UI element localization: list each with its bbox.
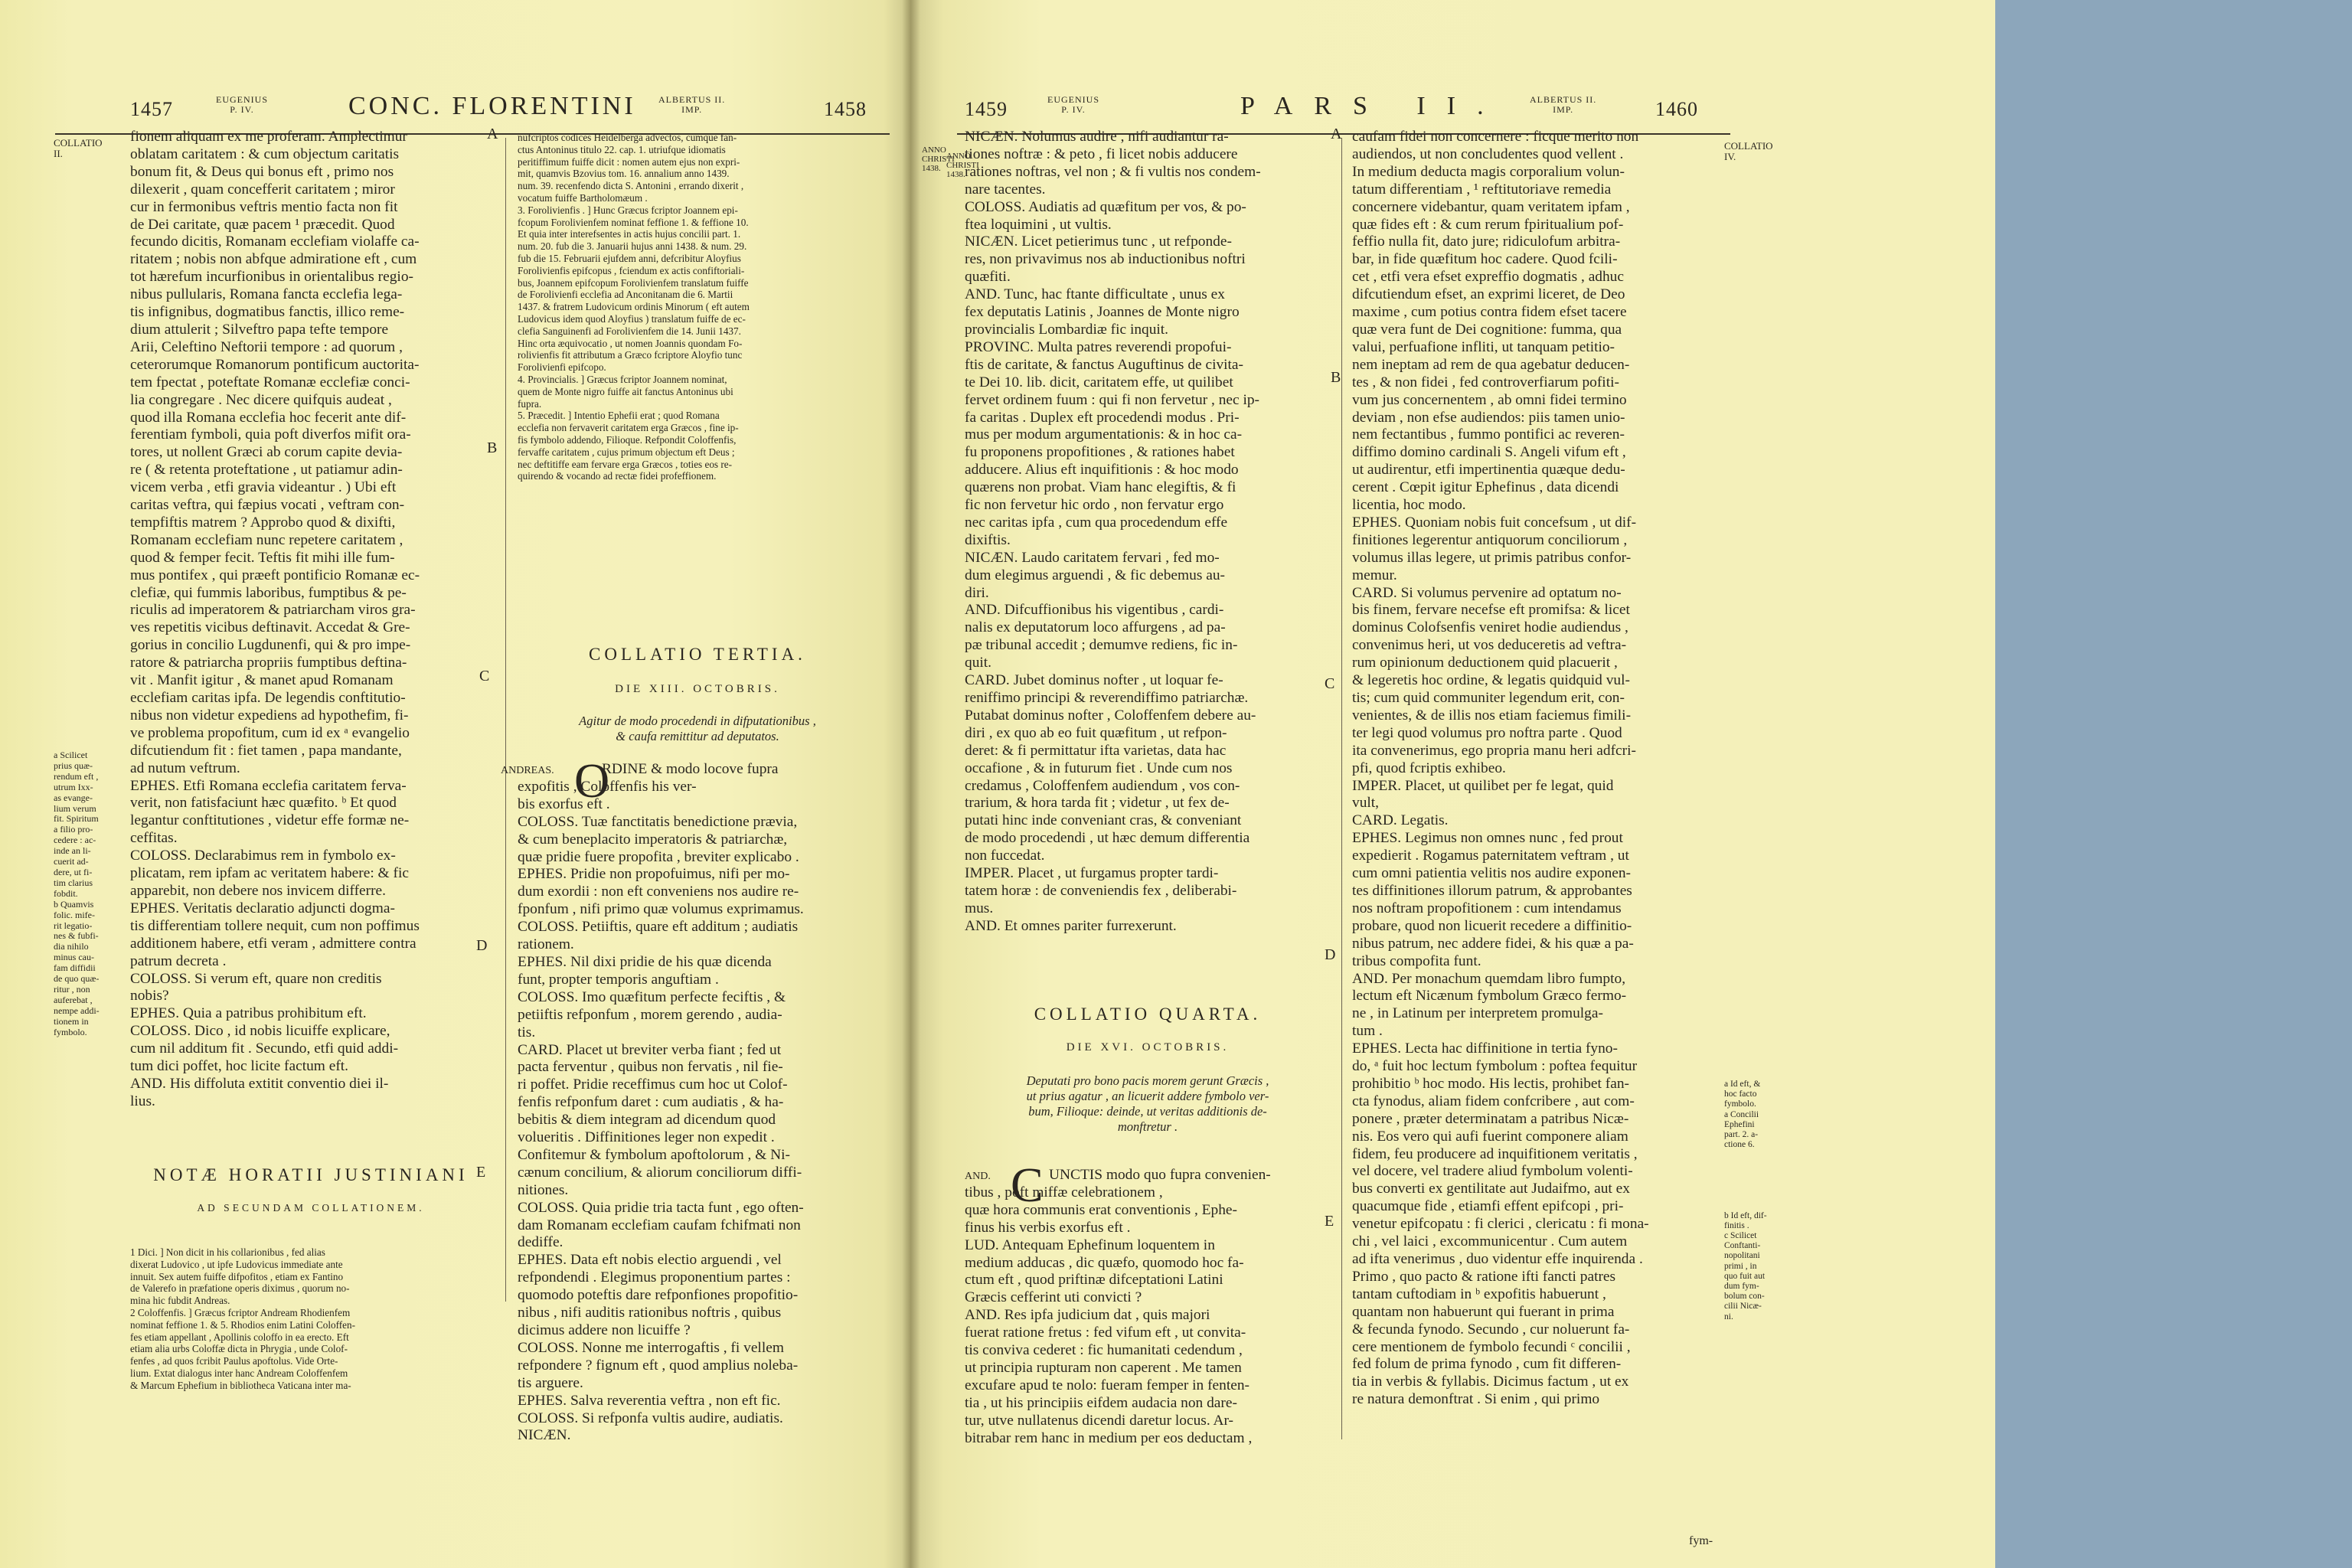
- section-letter-e: E: [1325, 1213, 1334, 1230]
- running-head-pope: EUGENIUS P. IV.: [1047, 94, 1099, 115]
- page-number-right: 1458: [824, 98, 867, 120]
- margin-collatio-iv: COLLATIO IV.: [1724, 140, 1773, 163]
- left-column-text: fionem aliquam ex me proferam. Amplectimur oblatam caritatem : & cum objectum caritatis bonum fit, & Deus qui bonus eft , primo nos dilexerit , quam concefferit caritatem ; miror cur in fermonibus veftris mentio facta non fit de Dei caritate, quæ pacem ¹ præcedit. Quod fecundo dicitis, Romanam ecclefiam violaffe ca- ritatem ; nobis non abfque admiratione eft , cum tot hærefum incurfionibus in orientalibus regio- nibus pullularis, Romana fancta ecclefia lega- tis infignibus, dogmatibus fanctis, illico reme- dium attulerit ; Silveftro papa tefte tempore Arii, Celeftino Neftorii tempore : ad quorum , ceterorumque Romanorum pontificum auctorita- tem fpectat , poteftate Romanæ ecclefiæ conci- lia congregare . Nec dicere quifquis audeat , quod illa Romana ecclefia hoc fecerit ante dif- ferentiam fymboli, quia poft diverfos mifit ora- tores, ut nollent Græci ab corum capite devia- re ( & retenta proteftatione , ut patiamur adin- vicem verba , etfi gravia videantur . ) Ubi eft caritas veftra, qui fæpius vocati , veftram con- tempfiftis matrem ? Approbo quod & dixifti, Romanam ecclefiam nunc repetere caritatem , quod & femper fecit. Teftis fit mihi ille fum- mus pontifex , qui præeft pontificio Romanæ ec- clefiæ, qui fummis laboribus, fumptibus & pe- riculis ad imperatorem & patriarcham viros gra- ves repetitis vicibus deftinavit. Accedat & Gre- gorius in concilio Lugdunenfi, qui & pro impe- ratore & patriarcha propriis fumptibus deftina- vit . Manfit igitur , & manet apud Romanam ecclefiam caritas ipfa. De legendis conftitutio- nibus non videtur expediens ad hypothefim, fi- ve problema propofitum, cum id ex ᵃ evangelio difcutiendum fit : fiet tamen , papa mandante, ad nutum veftrum. EPHES. Etfi Romana ecclefia caritatem ferva- verit, non fatisfaciunt hæc quæfito. ᵇ Et quod legantur conftitutiones , videtur effe formæ ne- ceffitas. COLOSS. Declarabimus rem in fymbolo ex- plicatam, rem ipfam ac veritatem habere: & fic apparebit, non debere nos invicem differre. EPHES. Veritatis declaratio adjuncti dogma- tis differentiam tollere nequit, cum non poffimus additionem habere, etfi veram , admittere contra patrum decreta . COLOSS. Si verum eft, quare non creditis nobis? EPHES. Quia a patribus prohibitum eft. COLOSS. Dico , id nobis licuiffe explicare, cum nil additum fit . Secundo, etfi quid addi- tum dici poffet, hoc licite factum eft. AND. His diffoluta extitit conventio diei il- lius.: [130, 129, 420, 1109]
- page-number: 1457: [130, 98, 173, 120]
- running-head-emperor: ALBERTUS II. IMP.: [1530, 94, 1597, 115]
- book-gutter: [902, 0, 920, 1568]
- margin-notes-right: a Id eft, & hoc facto fymbolo. a Concilii Ephefini part. 2. a- ctione 6. b Id eft, dif- finitis . c Scilicet Conftanti- nopolitani primi , in quo fuit aut dum fym- bolum con- cilii Nicæ- ni.: [1724, 1080, 1767, 1321]
- running-head-emperor: ALBERTUS II. IMP.: [658, 94, 726, 115]
- section-letter-d: D: [476, 937, 488, 954]
- notes-heading: NOTÆ HORATII JUSTINIANI: [153, 1165, 469, 1184]
- section-letter-c: C: [479, 668, 490, 684]
- scan-background: [1995, 0, 2352, 1568]
- collatio-quarta-heading: COLLATIO QUARTA.: [1034, 1004, 1262, 1024]
- collatio-quarta-summary: Deputati pro bono pacis morem gerunt Græcis , ut prius agatur , an licuerit addere fymbolo ver- bum, Filioque: deinde, ut veritas additionis de- monftretur .: [1026, 1073, 1269, 1134]
- column-divider: [1341, 138, 1342, 1439]
- page-number-right: 1460: [1655, 98, 1698, 120]
- right-column-2-text: caufam fidei non concernere : ficque merito non audiendos, ut non concludentes quod vellent . In medium deducta magis corporalium volun- tatum differentiam , ¹ reftitutoriave remedia concernere videbantur, quam veritatem ipfam , quæ fides eft : & cum rerum fpiritualium pof- feffio nulla fit, dato jure; ridiculofum arbitra- bar, in fide quæfitum hoc cadere. Quod fcili- cet , etfi vera efset expreffio dogmatis , adhuc difcutiendum efset, an exprimi liceret, de Deo maxime , cum potius contra fidem efset tacere quæ vera funt de Dei cognitione: fumma, qua valui, perfuafione infliti, ut tanquam petitio- nem ineptam ad rem de qua agebatur deducen- tes , & non fidei , fed controverfiarum pofiti- vum jus concernentem , ab omni fidei termino deviam , non efse audiendos: piis tamen unio- nem fectantibus , fummo pontifici ac reveren- diffimo domino cardinali S. Angeli vifum eft , ut audirentur, etfi impertinentia quæque dedu- cerent . Cœpit igitur Ephefinus , data dicendi licentia, hoc modo. EPHES. Quoniam nobis fuit concefsum , ut dif- finitiones legerentur antiquorum conciliorum , volumus illas legere, ut primis patribus confor- memur. CARD. Si volumus pervenire ad optatum no- bis finem, fervare necefse eft promifsa: & licet dominus Colofsenfis veniret hodie audiendus , convenimus heri, ut vos deduceretis ad veftra- rum opinionum deductionem quid placuerit , & legeretis hoc ordine, & legatis quidquid vul- tis; cum quid communiter legendum erit, con- venientes, & de illis nos etiam faciemus fimili- ter legi quod volumus pro noftra parte . Quod ita convenerimus, ego propria manu heri adfcri- pfi, quod fcriptis exhibeo. IMPER. Placet, ut quilibet per fe legat, quid vult, CARD. Legatis. EPHES. Legimus non omnes nunc , fed prout expedierit . Rogamus paternitatem veftram , ut cum omni patientia velitis nos audire exponen- tes diffinitiones illorum patrum, & approbantes nos noftram propofitionem : cum intendamus probare, quod non licuerit recedere a diffinitio- nibus patrum, nec addere fidei, & his quæ a pa- tribus compofita funt. AND. Per monachum quemdam libro fumpto, lectum eft Nicænum fymbolum Græco fermo- ne , in Latinum per interpretem promulga- tum . EPHES. Lecta hac diffinitione in tertia fyno- do, ᵃ fuit hoc lectum fymbolum : poftea fequitur prohibitio ᵇ hoc modo. His lectis, prohibet fan- cta fynodus, aliam fidem confcribere , aut com- ponere , præter determinatam a patribus Nicæ- nis. Eos vero qui aufi fuerint componere aliam fidem, feu producere ad inquifitionem veritatis , vel docere, vel tradere aliud fymbolum volenti- bus converti ex gentilitate aut Judaifmo, aut ex quacumque fide , etiamfi effent epifcopi , pri- venetur epifcopatu : fi clerici , clericatu : fi mona- chi , vel laici , excommunicentur . Cum autem ad ifta venerimus , duo videntur effe inquirenda . Primo , quo pacto & ratione ifti fancti patres tantam cuftodiam in ᵇ expofitis habuerunt , quantam non habuerunt qui fuerant in prima & fecunda fynodo. Secundo , cur noluerunt fa- cere mentionem de fymbolo fecundi ᶜ concilii , fed folum de prima fynodo , cum fit differen- tia in verbis & fyllabis. Dicimus factum , ut ex re natura demonftrat . Si enim , qui primo: [1352, 129, 1649, 1408]
- margin-year-2: ANNO CHRISTI 1438.: [946, 152, 979, 179]
- column-divider: [505, 138, 506, 1302]
- margin-year: ANNO CHRISTI 1438.: [922, 145, 955, 173]
- right-page: [911, 0, 1995, 1568]
- drop-cap-o: O: [574, 753, 610, 808]
- notes-right-column: nufcriptos codices Heidelberga advectos, cumque fan- ctus Antoninus titulo 22. cap. 1. utriufque idiomatis peritiffimum fuiffe dicit : nomen autem ejus non expri- mit, quamvis Bzovius tom. 16. annalium anno 1439. num. 39. recenfendo dicta S. Antonini , errando dixerit , vocatum fuiffe Bartholomæum . 3. Forolivienfis . ] Hunc Græcus fcriptor Joannem epi- fcopum Forolivienfem nominat feffione 1. & feffione 10. Et quia inter interefsentes in actis hujus concilii part. 1. num. 20. fub die 3. Januarii hujus anni 1438. & num. 29. fub die 15. Februarii ejufdem anni, defcribitur Aloyfius Forolivienfis epifcopus , fciendum ex actis confiftoriali- bus, Joannem epifcopum Forolivienfem translatum fuiffe de Forolivienfi ecclefia ad Anconitanam die 6. Martii 1437. & fratrem Ludovicum ordinis Minorum ( eft autem Ludovicus idem quod Aloyfius ) translatum fuiffe de ec- clefia Sanguinenfi ad Forolivienfem die 14. Junii 1437. Hinc orta æquivocatio , ut nomen Joannis quondam Fo- rolivienfis fit attributum a Græco fcriptore Aloyfio tunc Forolivienfi epifcopo. 4. Provincialis. ] Græcus fcriptor Joannem nominat, quem de Monte nigro fuiffe ait fanctus Antoninus ubi fupra. 5. Præcedit. ] Intentio Ephefii erat ; quod Romana ecclefia non fervaverit caritatem erga Græcos , fine ip- fis fymbolo addendo, Filioque. Refpondit Coloffenfis, fervaffe caritatem , cujus primum objectum eft Deus ; nec deftitiffe eam fervare erga Græcos , toties eos re- quirendo & vocando ad rectæ fidei profeffionem.: [518, 132, 750, 482]
- running-head-pope: EUGENIUS P. IV.: [216, 94, 268, 115]
- drop-cap-c: C: [1011, 1158, 1044, 1212]
- section-letter-d: D: [1325, 946, 1336, 963]
- collatio-quarta-date: DIE XVI. OCTOBRIS.: [1066, 1041, 1230, 1054]
- section-letter-b: B: [487, 439, 498, 456]
- collatio-quarta-text: UNCTIS modo quo fupra convenien- tibus , poft miffæ celebrationem , quæ hora communis erat conventionis , Ephe- finus his verbis exorfus eft . LUD. Antequam Ephefinum loquentem in medium adducas , dic quæfo, quomodo hoc fa- ctum eft , quod priftinæ difceptationi Latini Græcis cefferint uti convicti ? AND. Res ipfa judicium dat , quis majori fuerat ratione fretus : fed vifum eft , ut convita- tis conviva cederet : fic humanitati cedendum , ut principia rupturam non caperent . Me tamen excufare apud te nolo: fueram femper in fenten- tia , ut his principiis eifdem audacia non dare- tur, utve nullatenus dicendi daretur locus. Ar- bitrabar rem hanc in medium per eos deductam ,: [965, 1167, 1271, 1446]
- section-letter-b: B: [1331, 369, 1341, 386]
- left-page: [0, 0, 911, 1568]
- running-title: PARS II.: [1240, 92, 1505, 120]
- collatio-tertia-date: DIE XIII. OCTOBRIS.: [615, 683, 780, 695]
- section-letter-a: A: [487, 126, 498, 142]
- speaker-and: AND.: [965, 1171, 991, 1182]
- speaker-andreas: ANDREAS.: [501, 765, 554, 776]
- right-column-1-text: NICÆN. Nolumus audire , nifi audiantur ra- tiones noftræ : & peto , fi licet nobis adducere rationes noftras, vel non ; & fi vultis nos condem- nare tacentes. COLOSS. Audiatis ad quæfitum per vos, & po- ftea loquimini , ut vultis. NICÆN. Licet petierimus tunc , ut refponde- res, non privavimus nos ab inductionibus noftri quæfiti. AND. Tunc, hac ftante difficultate , unus ex fex deputatis Latinis , Joannes de Monte nigro provincialis Lombardiæ fic inquit. PROVINC. Multa patres reverendi propofui- ftis de caritate, & fanctus Auguftinus de civita- te Dei 10. lib. dicit, caritatem effe, ut quilibet fervet ordinem fuum : qui fi non fervetur , nec ip- fa caritas . Duplex eft procedendi modus . Pri- mus per modum argumentationis: & in hoc ca- fu proponens propofitiones , & rationes habet adducere. Alius eft inquifitionis : & hoc modo quærens non probat. Viam hanc elegiftis, & fi fic non fervetur hic ordo , non fervatur ergo nec caritas ipfa , cum qua procedendum effe dixiftis. NICÆN. Laudo caritatem fervari , fed mo- dum elegimus arguendi , & fic debemus au- diri. AND. Difcuffionibus his vigentibus , cardi- nalis ex deputatorum loco affurgens , ad pa- pæ tribunal accedit ; demumve rediens, fic in- quit. CARD. Jubet dominus nofter , ut loquar fe- reniffimo principi & reverendiffimo patriarchæ. Putabat dominus nofter , Coloffenfem debere au- diri , ex quo ab eo fuit quæfitum , ut refpon- deret: & fi permittatur ifta varietas, data hac occafione , & in futurum fiet . Unde cum nos credamus , Coloffenfem audiendum , vos con- trarium, & hora tarda fit ; videtur , ut fex de- putati hinc inde conveniant cras, & conveniant de modo procedendi , ut hæc demum differentia non fuccedat. IMPER. Placet , ut furgamus propter tardi- tatem horæ : de conveniendis fex , deliberabi- mus. AND. Et omnes pariter furrexerunt.: [965, 129, 1261, 934]
- collatio-tertia-summary: Agitur de modo procedendi in difputationibus , & caufa remittitur ad deputatos.: [579, 714, 816, 743]
- section-letter-e: E: [476, 1164, 486, 1181]
- section-letter-c: C: [1325, 675, 1335, 692]
- catchword: fym-: [1689, 1534, 1713, 1547]
- collatio-tertia-heading: COLLATIO TERTIA.: [589, 645, 806, 664]
- notes-left: 1 Dici. ] Non dicit in his collarionibus , fed alias dixerat Ludovico , ut ipfe Ludovicus immediate ante innuit. Sex autem fuiffe difpofitos , etiam ex Fantino de Valerefo in præfatione operis diximus , quorum no- mina hic fubdit Andreas. 2 Coloffenfis. ] Græcus fcriptor Andream Rhodienfem nominat feffione 1. & 5. Rhodios enim Latini Coloffen- fes etiam appellant , Apollinis coloffo in ea erecto. Eft etiam alia urbs Coloffæ dicta in Phrygia , unde Colof- fenfes , ad quos fcribit Paulus apoftolus. Vide Orte- lium. Extat dialogus inter hanc Andream Coloffenfem & Marcum Ephefium in bibliotheca Vaticana inter ma-: [130, 1246, 355, 1391]
- margin-notes: a Scilicet prius quæ- rendum eft , utrum Ixx- as evange- lium verum fit. Spiritum a filio pro- cedere : ac- inde an li- cuerit ad- dere, ut fi- tim clarius fobdit. b Quamvis folic. mife- rit legatio- nes & fubfi- dia nihilo minus cau- fam diffidii de quo quæ- ritur , non auferebat , nempe addi- tionem in fymbolo.: [54, 750, 100, 1037]
- running-title: CONC. FLORENTINI: [348, 92, 636, 120]
- section-letter-a: A: [1331, 126, 1342, 142]
- notes-subheading: AD SECUNDAM COLLATIONEM.: [197, 1202, 425, 1214]
- page-number: 1459: [965, 98, 1008, 120]
- collatio-tertia-text: RDINE & modo locove fupra expofitis , Coloffenfis his ver- bis exorfus eft . COLOSS. Tuæ fanctitatis benedictione prævia, & cum beneplacito imperatoris & patriarchæ, quæ pridie fuere propofita , breviter explicabo . EPHES. Pridie non propofuimus, nifi per mo- dum exordii : non eft conveniens nos audire re- fponfum , nifi primo quæ volumus exprimamus. COLOSS. Petiiftis, quare eft additum ; audiatis rationem. EPHES. Nil dixi pridie de his quæ dicenda funt, propter temporis anguftiam . COLOSS. Imo quæfitum perfecte feciftis , & petiiftis refponfum , morem gerendo , audia- tis. CARD. Placet ut breviter verba fiant ; fed ut pacta ferventur , quibus non fervatis , nil fie- ri poffet. Pridie receffimus cum hoc ut Colof- fenfis refponfum daret : cum audiatis , & ha- bebitis & diem integram ad dicendum quod volueritis . Diffinitiones leger non expedit . Confitemur & fymbolum apoftolorum , & Ni- cænum concilium, & aliorum conciliorum diffi- nitiones. COLOSS. Quia pridie tria tacta funt , ego often- dam Romanam ecclefiam caufam fchifmati non dediffe. EPHES. Data eft nobis electio arguendi , vel refpondendi . Elegimus proponentium partes : quomodo poteftis dare refponfiones propofitio- nibus , nifi auditis rationibus noftris , quibus dicimus addere non licuiffe ? COLOSS. Nonne me interrogaftis , fi vellem refpondere ? fignum eft , quod amplius noleba- tis arguere. EPHES. Salva reverentia veftra , non eft fic. COLOSS. Si refponfa vultis audire, audiatis. NICÆN.: [518, 761, 804, 1444]
- margin-collatio: COLLATIO II.: [54, 137, 103, 160]
